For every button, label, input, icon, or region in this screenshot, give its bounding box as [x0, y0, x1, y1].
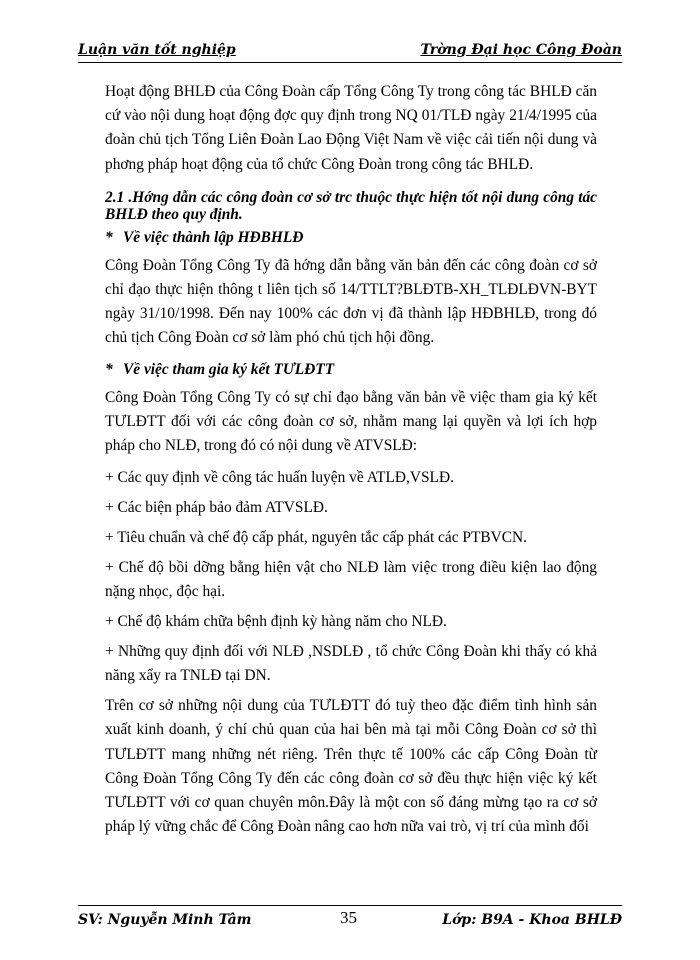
paragraph-2: Công Đoàn Tổng Công Ty có sự chỉ đạo bằng văn bản về việc tham gia ký kết TƯLĐTT đối với các công đoàn cơ sở, nhằm mang lại quyền và lợi ích hợp pháp cho NLĐ, trong đó có nội dung về ATVSLĐ: — [105, 388, 597, 455]
list-item: + Tiêu chuẩn và chế độ cấp phát, nguyên tắc cấp phát các PTBVCN. — [105, 529, 527, 547]
intro-paragraph: Hoạt động BHLĐ của Công Đoàn cấp Tổng Công Ty trong công tác BHLĐ căn cứ vào nội dung hoạt động đợc quy định trong NQ 01/TLĐ ngày 21/4/1995 của đoàn chủ tịch Tổng Liên Đoàn Lao Động Việt Nam về việc cải tiến nội dung và phơng pháp hoạt động của tổ chức Công Đoàn trong công tác BHLĐ. — [105, 83, 597, 173]
list-item: + Chế độ khám chữa bệnh định kỳ hàng năm cho NLĐ. — [105, 613, 447, 631]
list-item: + Chế độ bồi dỡng bằng hiện vật cho NLĐ làm việc trong điều kiện lao động nặng nhọc, độc hại. — [105, 559, 597, 601]
section-heading: 2.1 .Hớng dẫn các công đoàn cơ sở trc thuộc thực hiện tốt nội dung công tác BHLĐ theo quy định. — [105, 188, 597, 223]
header-left-text: Luận văn tốt nghiệp — [78, 42, 236, 58]
page-body — [105, 80, 597, 847]
header-right-text: Trờng Đại học Công Đoàn — [420, 42, 622, 58]
bullet-heading-2-text: Về việc tham gia ký kết TƯLĐTT — [123, 360, 335, 378]
footer-author: SV: Nguyễn Minh Tâm — [78, 912, 252, 928]
list-item: + Các quy định về công tác huấn luyện về ATLĐ,VSLĐ. — [105, 469, 454, 487]
page-number: 35 — [340, 908, 357, 927]
bullet-heading-1 — [105, 227, 597, 249]
footer-class: Lớp: B9A - Khoa BHLĐ — [442, 912, 622, 928]
page-header — [78, 40, 622, 63]
star-bullet-icon: * — [105, 228, 113, 246]
star-bullet-icon: * — [105, 360, 113, 378]
paragraph-3: Trên cơ sở những nội dung của TƯLĐTT đó tuỳ theo đặc điểm tình hình sản xuất kinh doanh, ý chí chủ quan của hai bên mà tại mỗi Công Đoàn cơ sở thì TƯLĐTT mang những nét riêng. Trên thực tế 100% các cấp Công Đoàn từ Công Đoàn Tổng Công Ty đến các công đoàn cơ sở đều thực hiện việc ký kết TƯLĐTT với cơ quan chuyên môn.Đây là một con số đáng mừng tạo ra cơ sở pháp lý vững chắc để Công Đoàn nâng cao hơn nữa vai trò, vị trí của mình đối — [105, 697, 597, 836]
list-item: + Các biện pháp bảo đảm ATVSLĐ. — [105, 499, 328, 517]
bullet-heading-2 — [105, 359, 597, 381]
list-item: + Những quy định đối với NLĐ ,NSDLĐ , tổ chức Công Đoàn khi thấy có khả năng xẩy ra TNLĐ tại DN. — [105, 643, 597, 685]
bullet-heading-1-text: Về việc thành lập HĐBHLĐ — [123, 228, 304, 246]
page-footer — [78, 905, 622, 930]
paragraph-1: Công Đoàn Tổng Công Ty đã hớng dẫn bằng văn bản đến các công đoàn cơ sở chỉ đạo thực hiện thông t liên tịch số 14/TTLT?BLĐTB-XH_TLĐLĐVN-BYT ngày 31/10/1998. Đến nay 100% các đơn vị đã thành lập HĐBHLĐ, trong đó chủ tịch Công Đoàn cơ sở làm phó chủ tịch hội đồng. — [105, 256, 597, 347]
